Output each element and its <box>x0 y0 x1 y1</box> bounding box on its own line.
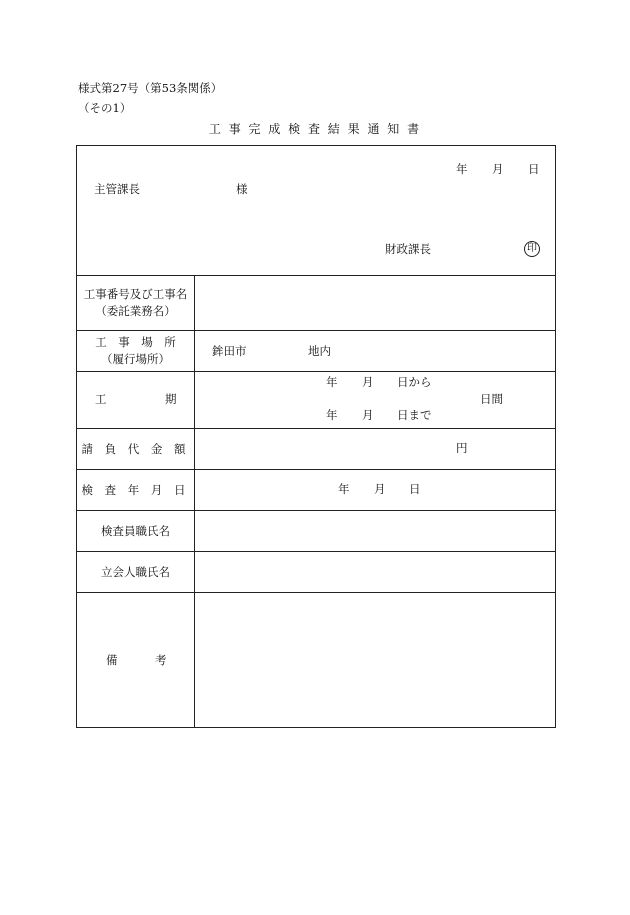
inspection-day: 日 <box>409 482 421 496</box>
inspector-label-text: 検査員職氏名 <box>101 523 170 538</box>
honorific: 様 <box>236 182 248 196</box>
inspection-month: 月 <box>374 482 386 496</box>
period-end-suffix: 日まで <box>397 408 432 422</box>
witness-label-text: 立会人職氏名 <box>101 564 170 579</box>
period-days: 日間 <box>480 392 503 406</box>
date-year-label: 年 <box>456 162 468 176</box>
period-start-suffix: 日から <box>397 375 432 389</box>
date-day-label: 日 <box>528 162 540 176</box>
column-divider <box>194 275 195 728</box>
sender: 財政課長 <box>385 242 431 256</box>
location-city: 鉾田市 <box>212 344 247 358</box>
period-end-year: 年 <box>326 408 338 422</box>
amount-label <box>77 429 194 469</box>
period-label-right: 期 <box>165 392 177 406</box>
form-number: 様式第27号（第53条関係） <box>78 81 223 95</box>
location-district: 地内 <box>308 344 331 358</box>
work-name-label <box>77 276 194 330</box>
date-month-label: 月 <box>492 162 504 176</box>
period-end-month: 月 <box>362 408 374 422</box>
location-label <box>77 331 194 371</box>
period-start-year: 年 <box>326 375 338 389</box>
row-divider <box>76 371 556 372</box>
row-divider <box>76 592 556 593</box>
location-label-line1: 工 事 場 所 <box>95 335 176 350</box>
addressee: 主管課長 <box>94 182 140 196</box>
work-name-label-line1: 工事番号及び工事名 <box>83 287 188 302</box>
inspector-label <box>77 511 194 551</box>
inspection-year: 年 <box>338 482 350 496</box>
inspection-date-label-text: 検 査 年 月 日 <box>81 482 190 497</box>
seal-mark: 印 <box>524 241 540 257</box>
witness-label <box>77 552 194 592</box>
location-label-line2: （履行場所） <box>101 352 170 366</box>
inspection-date-label <box>77 470 194 510</box>
remarks-label-left: 備 <box>106 653 118 667</box>
amount-label-text: 請 負 代 金 額 <box>81 441 190 456</box>
remarks-label-right: 考 <box>155 653 167 667</box>
period-label-left: 工 <box>95 392 107 406</box>
work-name-label-line2: （委託業務名） <box>95 304 176 318</box>
document-title: 工 事 完 成 検 査 結 果 通 知 書 <box>208 122 422 136</box>
amount-unit: 円 <box>456 441 468 455</box>
part-number: （その1） <box>78 101 132 115</box>
period-start-month: 月 <box>362 375 374 389</box>
